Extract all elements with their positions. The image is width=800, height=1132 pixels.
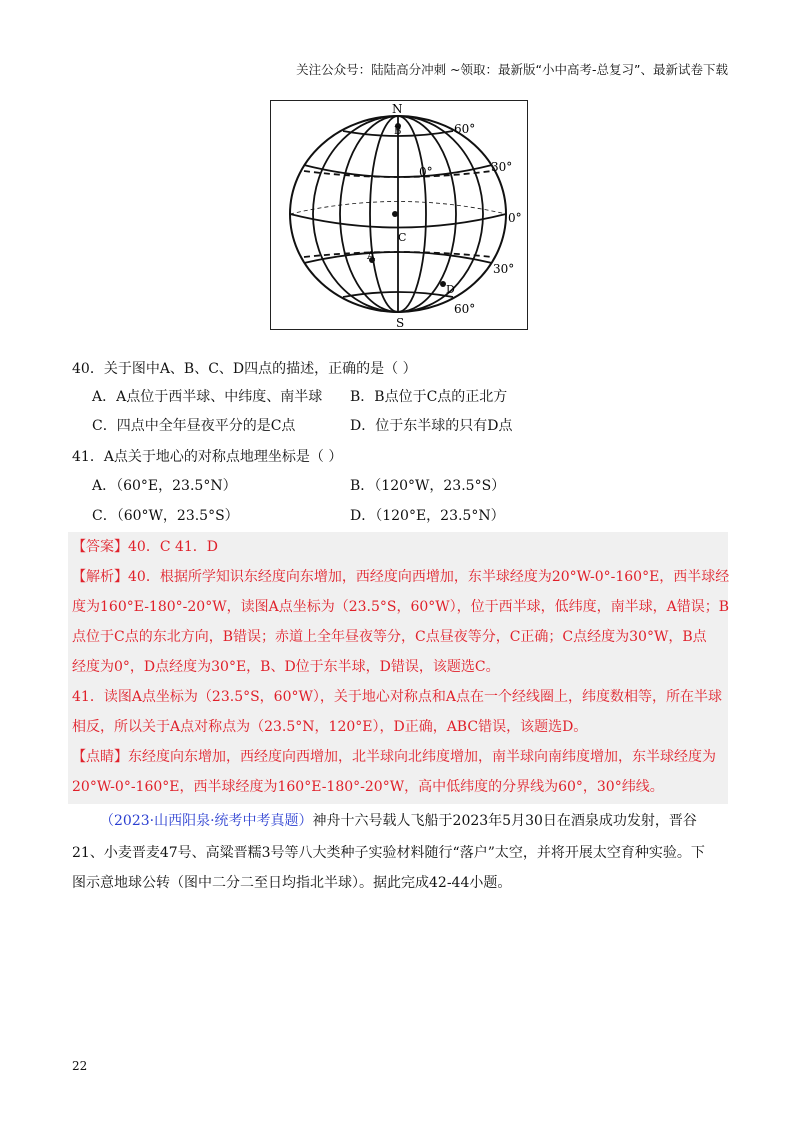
analysis-line-5: 41．读图A点坐标为（23.5°S，60°W），关于地心对称点和A点在一个经线圈上，纬度数相等，所在半球 [72,689,722,705]
answer-tag: 【答案】 [72,539,128,555]
label-n: N [392,102,403,116]
tip-text-1: 东经度向东增加，西经度向西增加，北半球向北纬度增加，南半球向南纬度增加，东半球经度为 [128,749,716,765]
label-b: B [394,126,402,137]
point-c-dot [392,211,398,217]
q40-stem: 40．关于图中A、B、C、D四点的描述，正确的是（ ） [72,361,417,377]
answer-text: 40．C 41．D [128,539,219,555]
tip-tag: 【点睛】 [72,749,128,765]
q40-option-d: D．位于东半球的只有D点 [350,418,513,434]
q41-option-d: D．（120°E，23.5°N） [350,508,505,524]
page-header: 关注公众号：陆陆高分冲刺 ~领取：最新版“小中高考-总复习”、最新试卷下载 [296,62,728,77]
tip-line-1 [72,746,716,768]
tip-line-2: 20°W-0°-160°E，西半球经度为160°E-180°-20°W，高中低纬度的分界线为60°，30°纬线。 [72,779,664,795]
intro-line-1 [100,810,697,832]
q41-option-c: C．（60°W，23.5°S） [92,508,239,524]
q40-option-b: B．B点位于C点的正北方 [350,389,508,405]
source-citation: （2023·山西阳泉·统考中考真题） [100,813,313,829]
label-a: A [367,249,375,262]
label-lat0-right: 0° [508,211,522,225]
label-lon0: 0° [419,165,433,179]
q40-option-c: C．四点中全年昼夜平分的是C点 [92,418,296,434]
analysis-text-1: 40．根据所学知识东经度向东增加，西经度向西增加，东半球经度为20°W-0°-160°E，西半球经 [128,569,730,585]
q41-option-b: B．（120°W，23.5°S） [350,478,506,494]
label-s: S [396,316,405,330]
label-lat60-bottom: 60° [454,302,476,316]
label-d: D [446,283,455,296]
globe-figure [270,100,528,330]
globe-diagram [271,101,529,331]
intro-line-2: 21、小麦晋麦47号、高粱晋糯3号等八大类种子实验材料随行“落户”太空，并将开展太空育种实验。下 [72,845,705,861]
q41-stem: 41．A点关于地心的对称点地理坐标是（ ） [72,449,343,465]
label-lat30-bottom: 30° [493,262,515,276]
label-lat30-top: 30° [491,160,513,174]
label-c: C [398,231,407,244]
analysis-line-2: 度为160°E-180°-20°W，读图A点坐标为（23.5°S，60°W），位于西半球，低纬度，南半球，A错误；B [72,599,730,615]
answer-line [72,536,218,558]
analysis-line-6: 相反，所以关于A点对称点为（23.5°N，120°E），D正确，ABC错误，该题选D。 [72,719,588,735]
page-number: 22 [72,1059,88,1073]
label-lat60-top: 60° [454,122,476,136]
q40-option-a: A．A点位于西半球、中纬度、南半球 [92,389,323,405]
q41-option-a: A．（60°E，23.5°N） [92,478,237,494]
analysis-tag: 【解析】 [72,569,128,585]
analysis-line-1 [72,566,729,588]
intro-text-1: 神舟十六号载人飞船于2023年5月30日在酒泉成功发射，晋谷 [312,813,697,829]
intro-line-3: 图示意地球公转（图中二分二至日均指北半球）。据此完成42-44小题。 [72,875,512,891]
analysis-line-3: 点位于C点的东北方向，B错误；赤道上全年昼夜等分，C点昼夜等分，C正确；C点经度为30°W，B点 [72,629,707,645]
analysis-line-4: 经度为0°，D点经度为30°E，B、D位于东半球，D错误，该题选C。 [72,659,500,675]
